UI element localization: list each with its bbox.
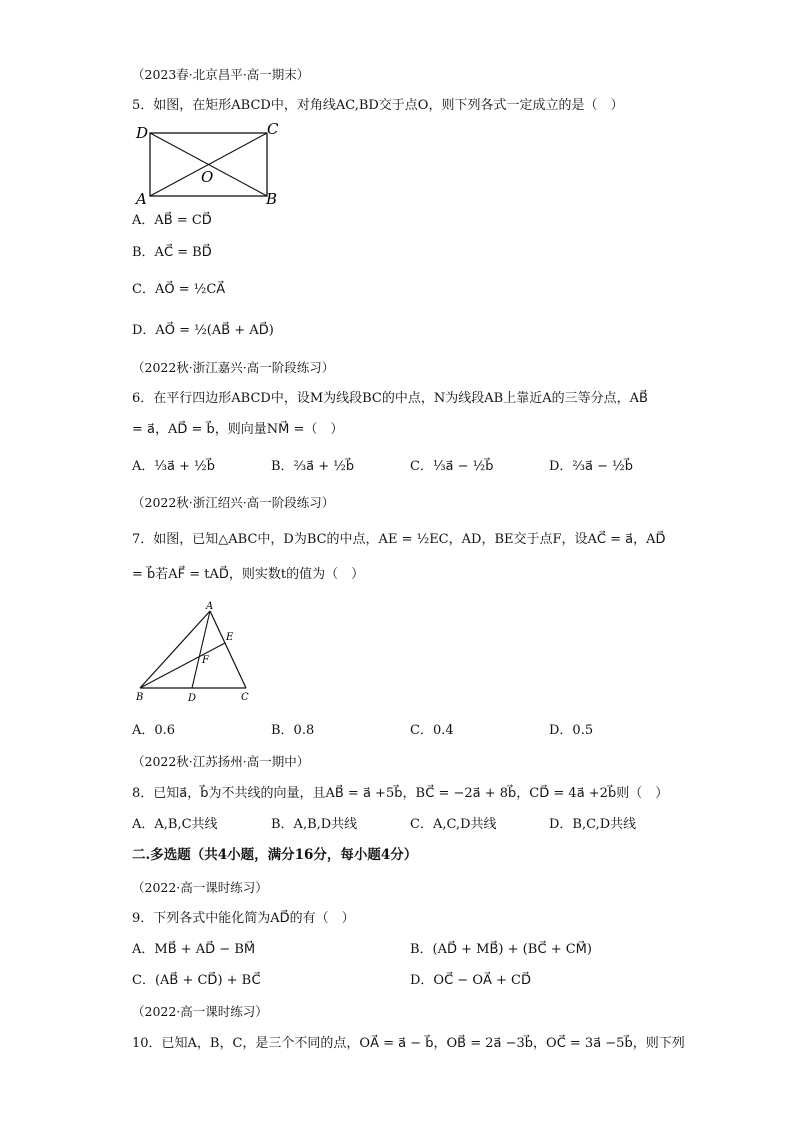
q5-option-c: C．AO⃗ = ½CA⃗ [132, 282, 226, 297]
q6-option-c: C．⅓a⃗ − ½b⃗ [410, 459, 494, 474]
q6-option-d: D．⅔a⃗ − ½b⃗ [549, 459, 633, 474]
q6-stem-line2: = a⃗，AD⃗ = b⃗，则向量NM⃗ =（ ） [132, 422, 344, 437]
q6-source: （2022秋·浙江嘉兴·高一阶段练习） [132, 360, 335, 375]
rectangle-figure [128, 120, 288, 210]
q9-stem: 9．下列各式中能化简为AD⃗的有（ ） [132, 911, 355, 926]
q7-stem-line2: = b⃗若AF⃗ = tAD⃗，则实数t的值为（ ） [132, 567, 365, 582]
triangle-figure [128, 598, 258, 708]
q5-option-a: A．AB⃗ = CD⃗ [132, 213, 212, 228]
median-ad [192, 611, 210, 688]
q6-option-b: B．⅔a⃗ + ½b⃗ [271, 459, 355, 474]
q10-source: （2022·高一课时练习） [132, 1004, 268, 1019]
q8-option-d: D．B,C,D共线 [549, 817, 637, 832]
q5-stem: 5．如图，在矩形ABCD中，对角线AC,BD交于点O，则下列各式一定成立的是（ ） [132, 98, 624, 113]
label-b: B [266, 190, 278, 208]
q7-option-d: D．0.5 [549, 723, 594, 738]
q7-source: （2022秋·浙江绍兴·高一阶段练习） [132, 495, 335, 510]
label-b: B [136, 692, 144, 703]
label-a: A [136, 190, 147, 208]
side-ac [210, 611, 246, 688]
q8-stem: 8．已知a⃗，b⃗为不共线的向量，且AB⃗ = a⃗ +5b⃗，BC⃗ = −2a⃗ + 8b⃗，CD⃗ = 4a⃗ +2b⃗则（ ） [132, 786, 669, 801]
q10-stem: 10．已知A，B，C，是三个不同的点，OA⃗ = a⃗ − b⃗，OB⃗ = 2a⃗ −3b⃗，OC⃗ = 3a⃗ −5b⃗，则下列 [132, 1036, 685, 1051]
q5-source: （2023春·北京昌平·高一期末） [132, 67, 310, 82]
label-c: C [241, 692, 249, 703]
q9-option-d: D．OC⃗ − OA⃗ + CD⃗ [410, 973, 531, 988]
q6-stem-line1: 6．在平行四边形ABCD中，设M为线段BC的中点，N为线段AB上靠近A的三等分点，AB⃗ [132, 391, 648, 406]
q6-option-a: A．⅓a⃗ + ½b⃗ [132, 459, 215, 474]
section-2-title: 二.多选题（共4小题，满分16分，每小题4分） [132, 847, 418, 863]
q7-option-c: C．0.4 [410, 723, 454, 738]
q7-option-a: A．0.6 [132, 723, 176, 738]
q9-source: （2022·高一课时练习） [132, 880, 268, 895]
q5-option-d: D．AO⃗ = ½(AB⃗ + AD⃗) [132, 323, 274, 338]
q5-option-b: B．AC⃗ = BD⃗ [132, 245, 212, 260]
q7-option-b: B．0.8 [271, 723, 315, 738]
label-c: C [267, 120, 279, 138]
label-d: D [188, 693, 197, 704]
label-d: D [136, 124, 149, 142]
q8-option-c: C．A,C,D共线 [410, 817, 497, 832]
q8-option-b: B．A,B,D共线 [271, 817, 358, 832]
label-f: F [202, 655, 209, 666]
q7-stem-line1: 7．如图，已知△ABC中，D为BC的中点，AE = ½EC，AD，BE交于点F，设AC⃗ = a⃗，AD⃗ [132, 532, 666, 547]
q9-option-b: B．(AD⃗ + MB⃗) + (BC⃗ + CM⃗) [410, 942, 592, 957]
q8-option-a: A．A,B,C共线 [132, 817, 218, 832]
q9-option-c: C．(AB⃗ + CD⃗) + BC⃗ [132, 973, 261, 988]
side-ab [140, 611, 210, 688]
q8-source: （2022秋·江苏扬州·高一期中） [132, 754, 310, 769]
label-a: A [206, 601, 214, 612]
label-o: O [201, 168, 214, 186]
q9-option-a: A．MB⃗ + AD⃗ − BM⃗ [132, 942, 256, 957]
label-e: E [226, 632, 234, 643]
segment-be [140, 643, 225, 688]
